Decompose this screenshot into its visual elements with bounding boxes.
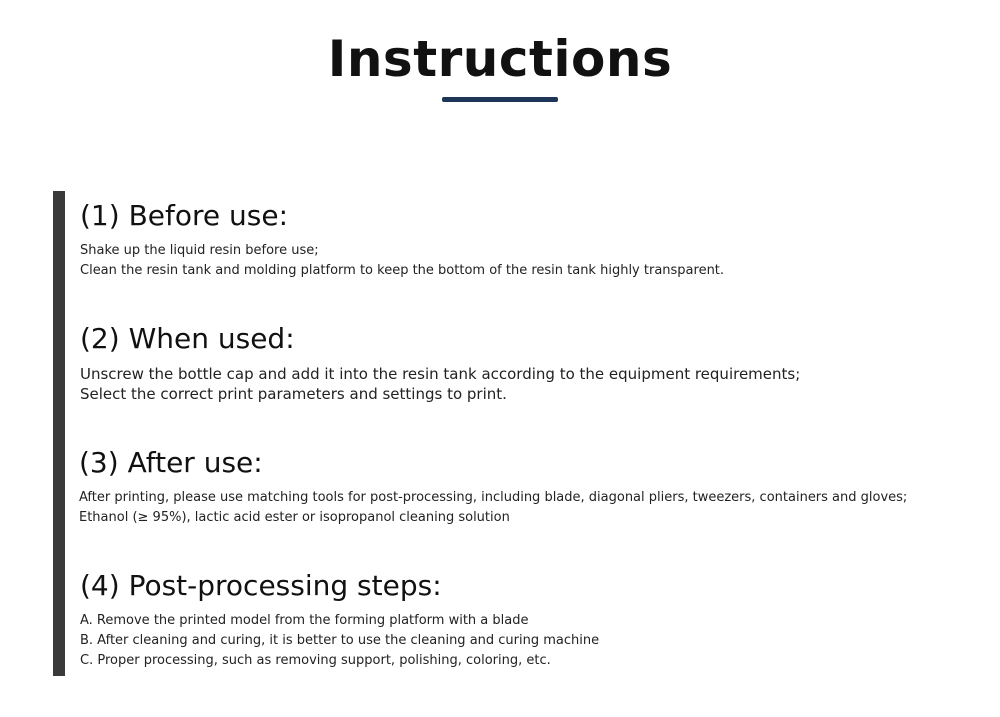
section-line: Select the correct print parameters and settings to print.: [80, 385, 507, 403]
section-when-used: [80, 322, 800, 404]
section-line: Unscrew the bottle cap and add it into the resin tank according to the equipment requirements;: [80, 365, 801, 383]
section-after-use: [79, 446, 907, 528]
side-accent-bar: [53, 191, 65, 676]
section-line: C. Proper processing, such as removing support, polishing, coloring, etc.: [80, 653, 551, 668]
page-title: Instructions: [327, 30, 673, 88]
section-line: Ethanol (≥ 95%), lactic acid ester or isopropanol cleaning solution: [79, 510, 510, 525]
section-line: After printing, please use matching tools for post-processing, including blade, diagonal pliers, tweezers, containers and gloves;: [79, 490, 908, 505]
section-before-use: [80, 199, 724, 281]
section-post-processing: [80, 569, 599, 671]
section-line: Clean the resin tank and molding platform to keep the bottom of the resin tank highly transparent.: [80, 263, 725, 278]
section-line: A. Remove the printed model from the forming platform with a blade: [80, 613, 529, 628]
section-line: Shake up the liquid resin before use;: [80, 243, 319, 258]
section-heading: (3) After use:: [79, 446, 263, 479]
section-line: B. After cleaning and curing, it is better to use the cleaning and curing machine: [80, 633, 600, 648]
section-heading: (4) Post-processing steps:: [80, 569, 442, 602]
section-heading: (2) When used:: [80, 322, 295, 355]
title-underline: [442, 97, 558, 102]
section-heading: (1) Before use:: [80, 199, 289, 232]
